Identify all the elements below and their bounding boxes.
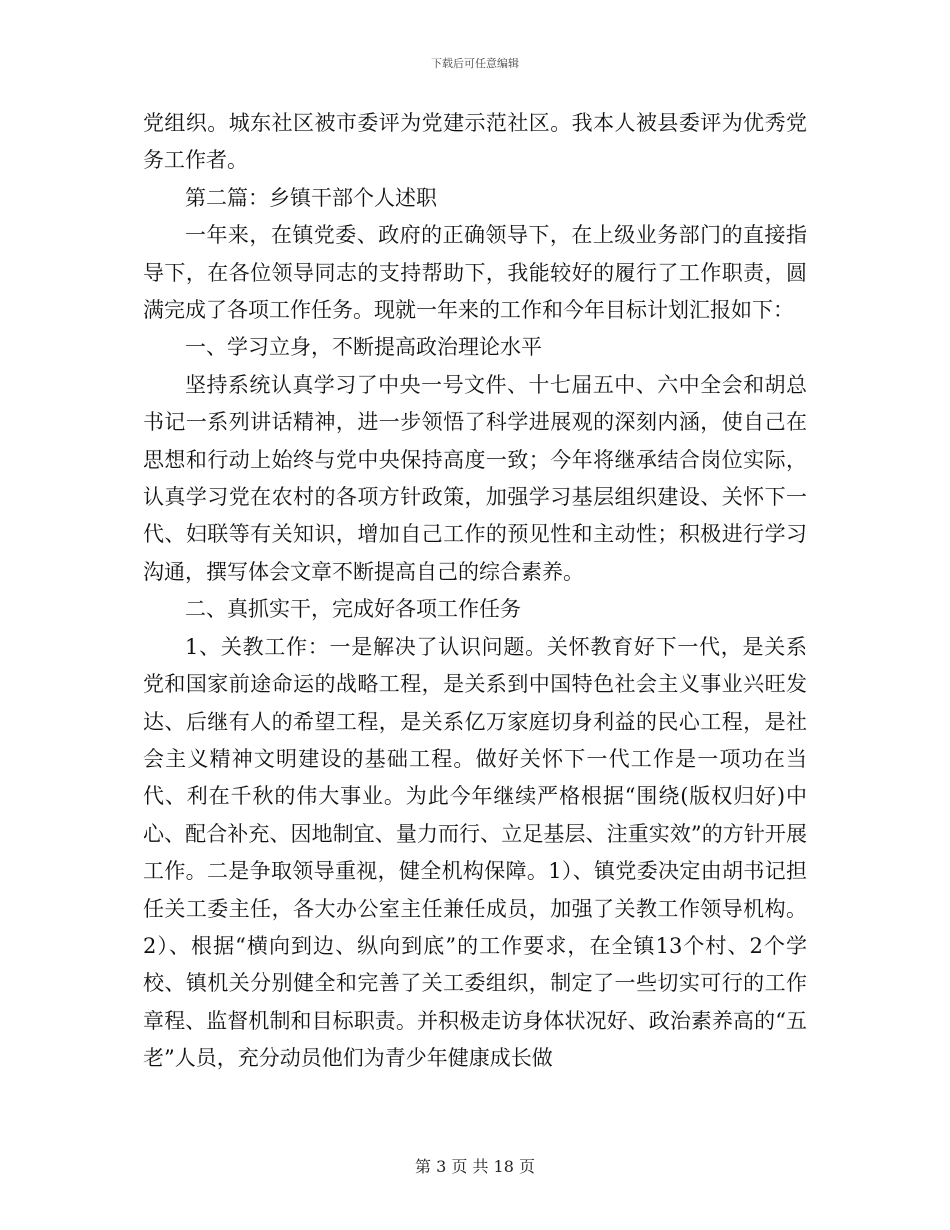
paragraph: 党组织。城东社区被市委评为党建示范社区。我本人被县委评为优秀党务工作者。	[143, 111, 807, 173]
paragraph: 坚持系统认真学习了中央一号文件、十七届五中、六中全会和胡总书记一系列讲话精神，进一步领悟了科学进展观的深刻内涵，使自己在思想和行动上始终与党中央保持高度一致；今年将继承结合岗位实际，认真学习党在农村的各项方针政策，加强学习基层组织建设、关怀下一代、妇联等有关知识，增加自己工作的预见性和主动性；积极进行学习沟通，撰写体会文章不断提高自己的综合素养。	[143, 372, 807, 584]
paragraph: 一年来，在镇党委、政府的正确领导下，在上级业务部门的直接指导下，在各位领导同志的支持帮助下，我能较好的履行了工作职责，圆满完成了各项工作任务。现就一年来的工作和今年目标计划汇报如下：	[143, 223, 807, 323]
section-title: 第二篇：乡镇干部个人述职	[185, 185, 437, 210]
section-heading: 一、学习立身，不断提高政治理论水平	[185, 335, 542, 360]
paragraph: 1、关教工作：一是解决了认识问题。关怀教育好下一代，是关系党和国家前途命运的战略工程，是关系到中国特色社会主义事业兴旺发达、后继有人的希望工程，是关系亿万家庭切身利益的民心工程，是社会主义精神文明建设的基础工程。做好关怀下一代工作是一项功在当代、利在千秋的伟大事业。为此今年继续严格根据“围绕(版权归好)中心、配合补充、因地制宜、量力而行、立足基层、注重实效”的方针开展工作。二是争取领导重视，健全机构保障。1）、镇党委决定由胡书记担任关工委主任，各大办公室主任兼任成员，加强了关教工作领导机构。2）、根据“横向到边、纵向到底”的工作要求，在全镇13个村、2个学校、镇机关分别健全和完善了关工委组织，制定了一些切实可行的工作章程、监督机制和目标职责。并积极走访身体状况好、政治素养高的“五老”人员，充分动员他们为青少年健康成长做	[143, 634, 807, 1071]
page-header: 下载后可任意编辑	[431, 57, 519, 70]
page-number-footer: 第 3 页 共 18 页	[415, 1157, 535, 1176]
section-heading: 二、真抓实干，完成好各项工作任务	[185, 597, 521, 622]
document-body	[143, 105, 807, 1078]
